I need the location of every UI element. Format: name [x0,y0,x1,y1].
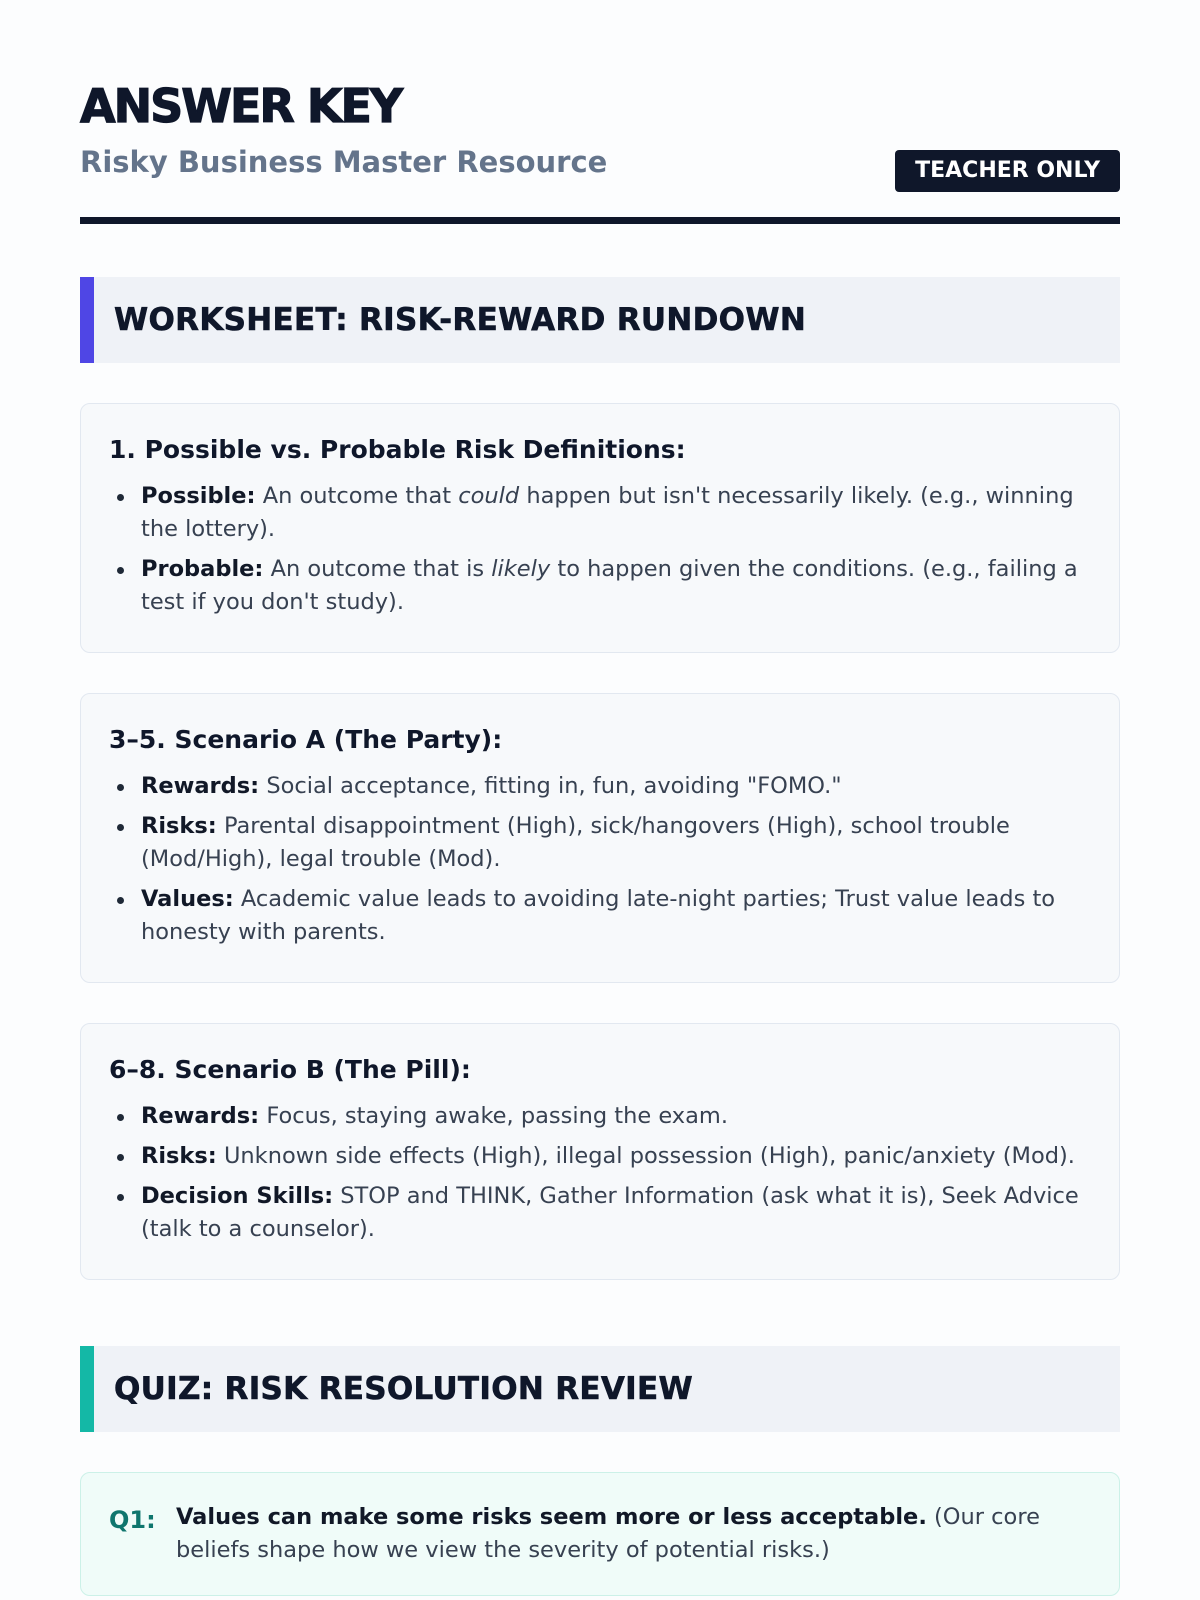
item-term: Values: [141,886,234,912]
item-text: Academic value leads to avoiding late-night parties; Trust value leads to honesty with parents. [141,886,1056,945]
item-text-post: happen but isn't necessarily likely. (e.g., winning the lottery). [141,483,1074,542]
worksheet-section-title: WORKSHEET: RISK-REWARD RUNDOWN [114,302,807,338]
item-term: Rewards: [141,1103,260,1129]
item-text-emphasis: could [458,483,520,509]
scenario-a-card [80,693,1120,983]
list-item [141,1140,1091,1173]
item-term: Probable: [141,556,264,582]
list-item [141,1100,1091,1133]
list-item [141,883,1091,949]
item-text-pre: An outcome that is [270,556,485,582]
list-item [141,810,1091,876]
list-item [141,480,1091,546]
question-label: Q1: [109,1506,156,1534]
item-text-pre: An outcome that [262,483,452,509]
item-text: Parental disappointment (High), sick/hangovers (High), school trouble (Mod/High), legal trouble (Mod). [141,813,1010,872]
question-explanation: (Our core beliefs shape how we view the severity of potential risks.) [176,1504,1040,1563]
question-text [176,1501,1091,1567]
worksheet-section-header [80,277,1120,363]
page-title: ANSWER KEY [80,79,402,133]
item-text: STOP and THINK, Gather Information (ask what it is), Seek Advice (talk to a counselor). [141,1183,1079,1242]
card-title: 6–8. Scenario B (The Pill): [109,1055,471,1084]
list-item [141,770,1091,803]
question-answer: Values can make some risks seem more or less acceptable. [176,1504,927,1530]
scenario-b-list [109,1100,1091,1246]
quiz-section-header [80,1346,1120,1432]
definitions-list [109,480,1091,619]
quiz-section-title: QUIZ: RISK RESOLUTION REVIEW [114,1371,693,1407]
card-title: 1. Possible vs. Probable Risk Definitions: [109,435,686,464]
page-subtitle: Risky Business Master Resource [80,145,608,179]
item-text: Focus, staying awake, passing the exam. [266,1103,728,1129]
scenario-b-card [80,1023,1120,1280]
item-term: Rewards: [141,773,260,799]
definitions-card [80,403,1120,653]
quiz-question-card [80,1472,1120,1596]
item-text-emphasis: likely [491,556,551,582]
item-term: Risks: [141,1143,217,1169]
item-term: Risks: [141,813,217,839]
item-text-post: to happen given the conditions. (e.g., failing a test if you don't study). [141,556,1078,615]
page-header [80,0,1120,224]
list-item [141,553,1091,619]
teacher-only-badge: TEACHER ONLY [895,150,1120,192]
card-title: 3–5. Scenario A (The Party): [109,725,503,754]
item-term: Decision Skills: [141,1183,334,1209]
item-text: Unknown side effects (High), illegal possession (High), panic/anxiety (Mod). [223,1143,1075,1169]
item-term: Possible: [141,483,256,509]
scenario-a-list [109,770,1091,949]
item-text: Social acceptance, fitting in, fun, avoiding "FOMO." [266,773,842,799]
list-item [141,1180,1091,1246]
